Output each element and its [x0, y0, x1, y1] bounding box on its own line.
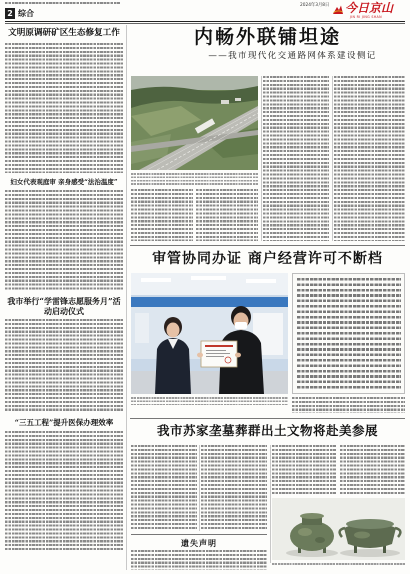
column-divider: [270, 445, 271, 563]
section-separator: [130, 245, 405, 246]
article-body-text: [263, 76, 329, 241]
page-number-badge: 2: [5, 8, 15, 19]
article-business-permits: [130, 247, 405, 417]
license-certificate: [197, 341, 241, 367]
article-headline: 审管协同办证 商户经营许可不断档: [152, 251, 383, 267]
article-body-text: [5, 319, 123, 412]
section-label: 综合: [18, 9, 34, 18]
bronze-artifacts-photo: [272, 498, 405, 560]
newspaper-logo-pinyin: JIN RI JING SHAN: [350, 15, 382, 19]
article-headline: 妇女代表观庭审 亲身感受“法治温度”: [10, 178, 118, 186]
notice-separator: [131, 534, 267, 535]
article-medical-insurance: [5, 416, 123, 554]
article-body-text: [5, 43, 123, 173]
article-headline: 文明原调研矿区生态修复工作: [8, 28, 120, 38]
notice-headline: 遗失声明: [181, 538, 217, 548]
article-lei-feng-volunteer-month: [5, 295, 123, 413]
article-body-text: [340, 445, 405, 495]
article-mine-restoration: [5, 25, 123, 175]
article-body-text: [196, 189, 258, 241]
article-body-text: [334, 76, 405, 241]
feature-subtitle: ——我市现代化交通路网体系建设侧记: [208, 51, 377, 61]
article-headline-line-1: 我市举行“学雷锋志愿服务月”活: [7, 296, 121, 306]
lost-notice: [131, 534, 267, 572]
commentary-text: [297, 278, 401, 390]
logo-mountain-icon: [333, 4, 343, 14]
notice-body-text: [131, 550, 267, 570]
article-women-court-visit: [5, 176, 123, 292]
article-transport-network-feature: [130, 25, 405, 243]
article-body-text: [131, 189, 193, 241]
column-divider: [332, 76, 333, 241]
article-headline-line-2: 动启动仪式: [44, 306, 84, 316]
article-body-text: [131, 445, 197, 531]
article-body-text: [272, 445, 336, 495]
column-divider: [261, 76, 262, 241]
highway-aerial-photo: [131, 76, 258, 170]
column-divider: [199, 445, 200, 531]
commentary-box: [292, 273, 405, 394]
feature-headline: 内畅外联铺坦途: [193, 26, 341, 48]
page-masthead: [0, 0, 410, 24]
section-separator: [130, 418, 405, 419]
article-headline: 我市苏家垄墓葬群出土文物将赴美参展: [156, 423, 378, 438]
article-body-text: [201, 445, 267, 531]
article-body-text: [5, 190, 123, 290]
permit-office-photo: [131, 273, 288, 394]
editor-credits-line: [5, 2, 120, 5]
photo-caption: [131, 173, 258, 186]
newspaper-logo: 今日京山: [345, 1, 394, 15]
article-body-text: [292, 397, 405, 413]
article-headline: “三五工程”提升医保办理效率: [14, 418, 114, 427]
photo-caption: [131, 397, 288, 405]
article-body-text: [5, 431, 123, 552]
column-divider: [126, 25, 127, 570]
photo-caption: [272, 563, 405, 566]
issue-date: 2024年3月8日: [300, 3, 330, 8]
